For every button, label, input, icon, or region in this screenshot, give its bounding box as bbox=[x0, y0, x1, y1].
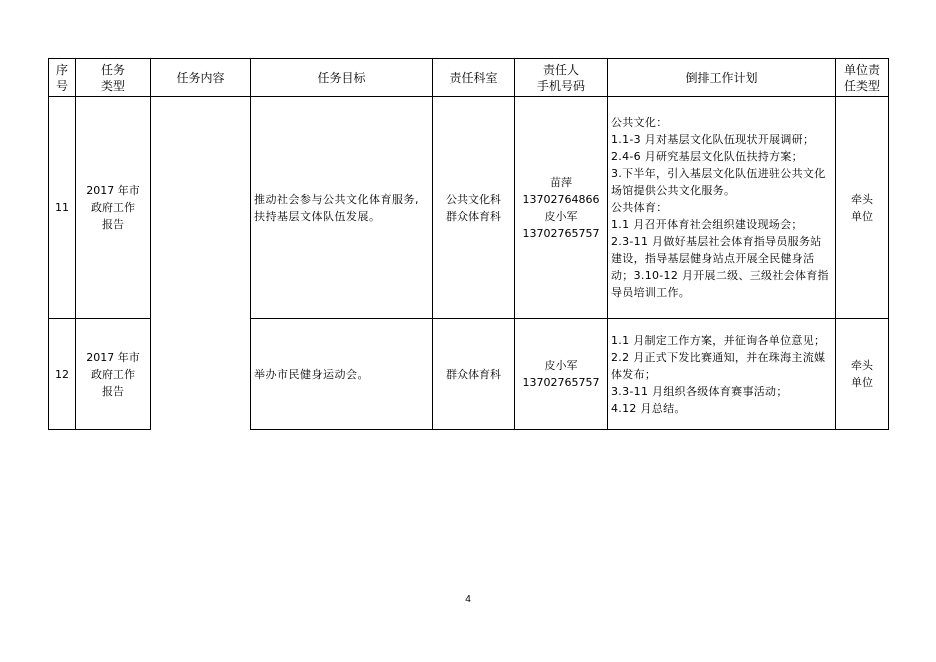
row-seq: 12 bbox=[49, 319, 76, 430]
row-dept: 公共文化科 群众体育科 bbox=[433, 97, 515, 319]
row-unit-type: 牵头 单位 bbox=[836, 319, 889, 430]
header-task-goal: 任务目标 bbox=[251, 59, 433, 97]
header-row bbox=[49, 59, 889, 97]
row-goal: 举办市民健身运动会。 bbox=[251, 319, 433, 430]
header-task-content: 任务内容 bbox=[151, 59, 251, 97]
header-person: 责任人 手机号码 bbox=[515, 59, 608, 97]
row-person: 皮小军 13702765757 bbox=[515, 319, 608, 430]
row-task-type: 2017 年市 政府工作 报告 bbox=[76, 97, 151, 319]
row-plan: 1.1 月制定工作方案，并征询各单位意见； 2.2 月正式下发比赛通知，并在珠海主流媒体发布； 3.3-11 月组织各级体育赛事活动； 4.12 月总结。 bbox=[608, 319, 836, 430]
table-row bbox=[49, 97, 889, 319]
row-goal: 推动社会参与公共文化体育服务,扶持基层文体队伍发展。 bbox=[251, 97, 433, 319]
row-task-content bbox=[151, 97, 251, 430]
row-seq: 11 bbox=[49, 97, 76, 319]
header-unit-type: 单位责 任类型 bbox=[836, 59, 889, 97]
row-unit-type: 牵头 单位 bbox=[836, 97, 889, 319]
header-plan: 倒排工作计划 bbox=[608, 59, 836, 97]
header-task-type: 任务 类型 bbox=[76, 59, 151, 97]
row-task-type: 2017 年市 政府工作 报告 bbox=[76, 319, 151, 430]
header-dept: 责任科室 bbox=[433, 59, 515, 97]
row-plan: 公共文化： 1.1-3 月对基层文化队伍现状开展调研； 2.4-6 月研究基层文化队伍扶持方案； 3.下半年，引入基层文化队伍进驻公共文化场馆提供公共文化服务。 公共体育： 1.1 月召开体育社会组织建设现场会； 2.3-11 月做好基层社会体育指导员服务站建设，指导基层健身站点开展全民健身活动；3.10-12 月开展二级、三级社会体育指导员培训工作。 bbox=[608, 97, 836, 319]
task-table bbox=[48, 58, 889, 430]
page-number: 4 bbox=[465, 594, 471, 605]
row-dept: 群众体育科 bbox=[433, 319, 515, 430]
header-seq: 序 号 bbox=[49, 59, 76, 97]
row-person: 苗萍 13702764866 皮小军 13702765757 bbox=[515, 97, 608, 319]
